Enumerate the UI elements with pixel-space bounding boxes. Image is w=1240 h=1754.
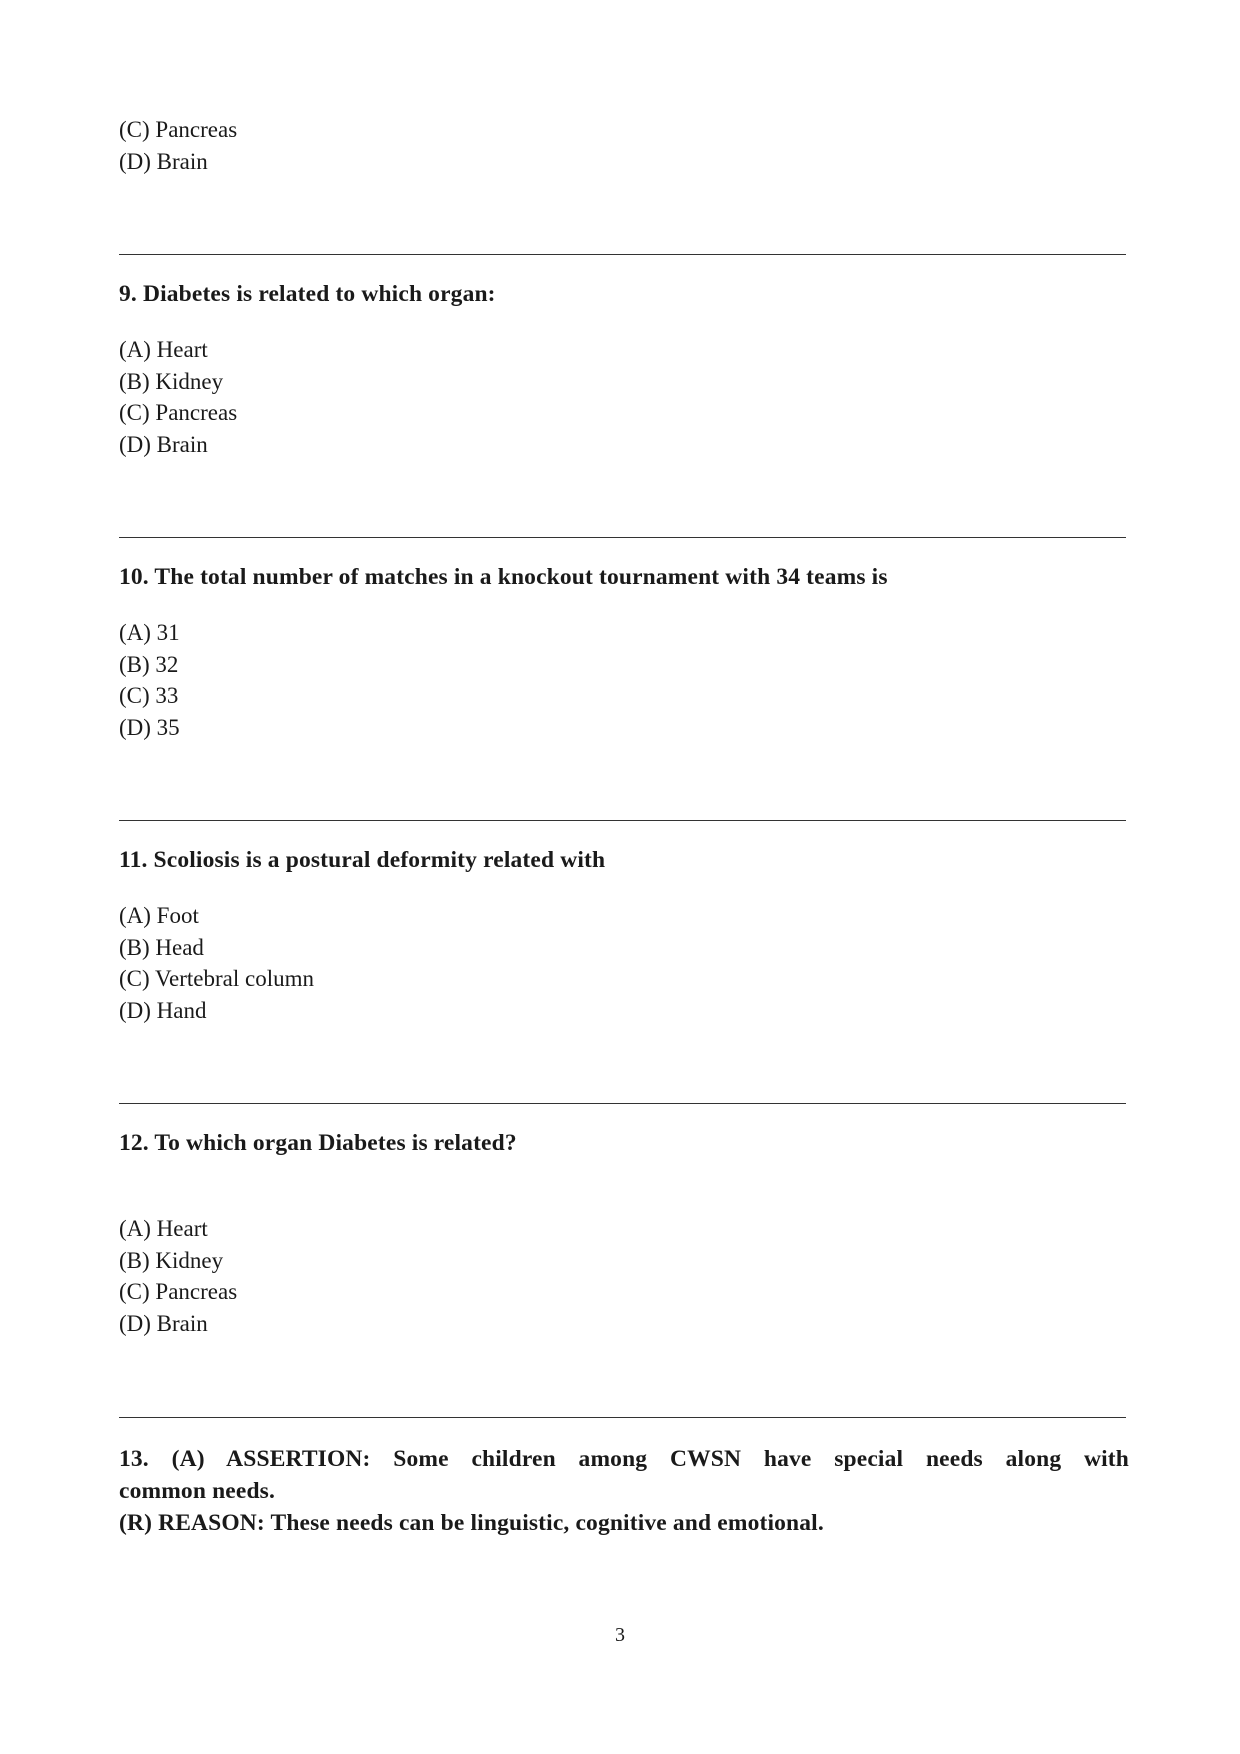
- divider: [119, 254, 1126, 255]
- page-number: 3: [615, 1624, 625, 1646]
- option: (B) Kidney: [119, 1247, 224, 1273]
- option: (D) Brain: [119, 431, 208, 457]
- divider: [119, 1103, 1126, 1104]
- q8-options: [119, 114, 237, 177]
- option: (A) Foot: [119, 903, 199, 928]
- option: (A) 31: [119, 620, 180, 645]
- divider: [119, 1417, 1126, 1418]
- option: (D) Brain: [119, 148, 208, 174]
- option: (C) Pancreas: [119, 400, 238, 425]
- option: (B) 32: [119, 651, 179, 677]
- option: (C) Pancreas: [119, 117, 238, 142]
- option: (A) Heart: [119, 337, 208, 362]
- option: (B) Head: [119, 934, 204, 960]
- divider: [119, 537, 1126, 538]
- option: (D) Hand: [119, 997, 207, 1023]
- option: (B) Kidney: [119, 368, 224, 394]
- question-9-options: [119, 334, 237, 460]
- question-13-title: 13. (A) ASSERTION: Some children among CWSN have special needs along with common needs. (R) REASON: These needs can be linguistic, cognitive and emotional.: [119, 1446, 1129, 1536]
- question-10-title: 10. The total number of matches in a knockout tournament with 34 teams is: [119, 564, 888, 590]
- divider: [119, 820, 1126, 821]
- option: (C) Pancreas: [119, 1279, 238, 1304]
- question-11-title: 11. Scoliosis is a postural deformity related with: [119, 847, 606, 873]
- option: (C) 33: [119, 683, 179, 708]
- question-11-options: [119, 900, 314, 1026]
- option: (C) Vertebral column: [119, 966, 315, 991]
- option: (D) 35: [119, 714, 180, 740]
- option: (A) Heart: [119, 1216, 208, 1241]
- option: (D) Brain: [119, 1310, 208, 1336]
- question-12-title: 12. To which organ Diabetes is related?: [119, 1130, 517, 1156]
- question-9-title: 9. Diabetes is related to which organ:: [119, 281, 496, 307]
- question-10-options: [119, 617, 180, 743]
- question-12-options: [119, 1213, 237, 1339]
